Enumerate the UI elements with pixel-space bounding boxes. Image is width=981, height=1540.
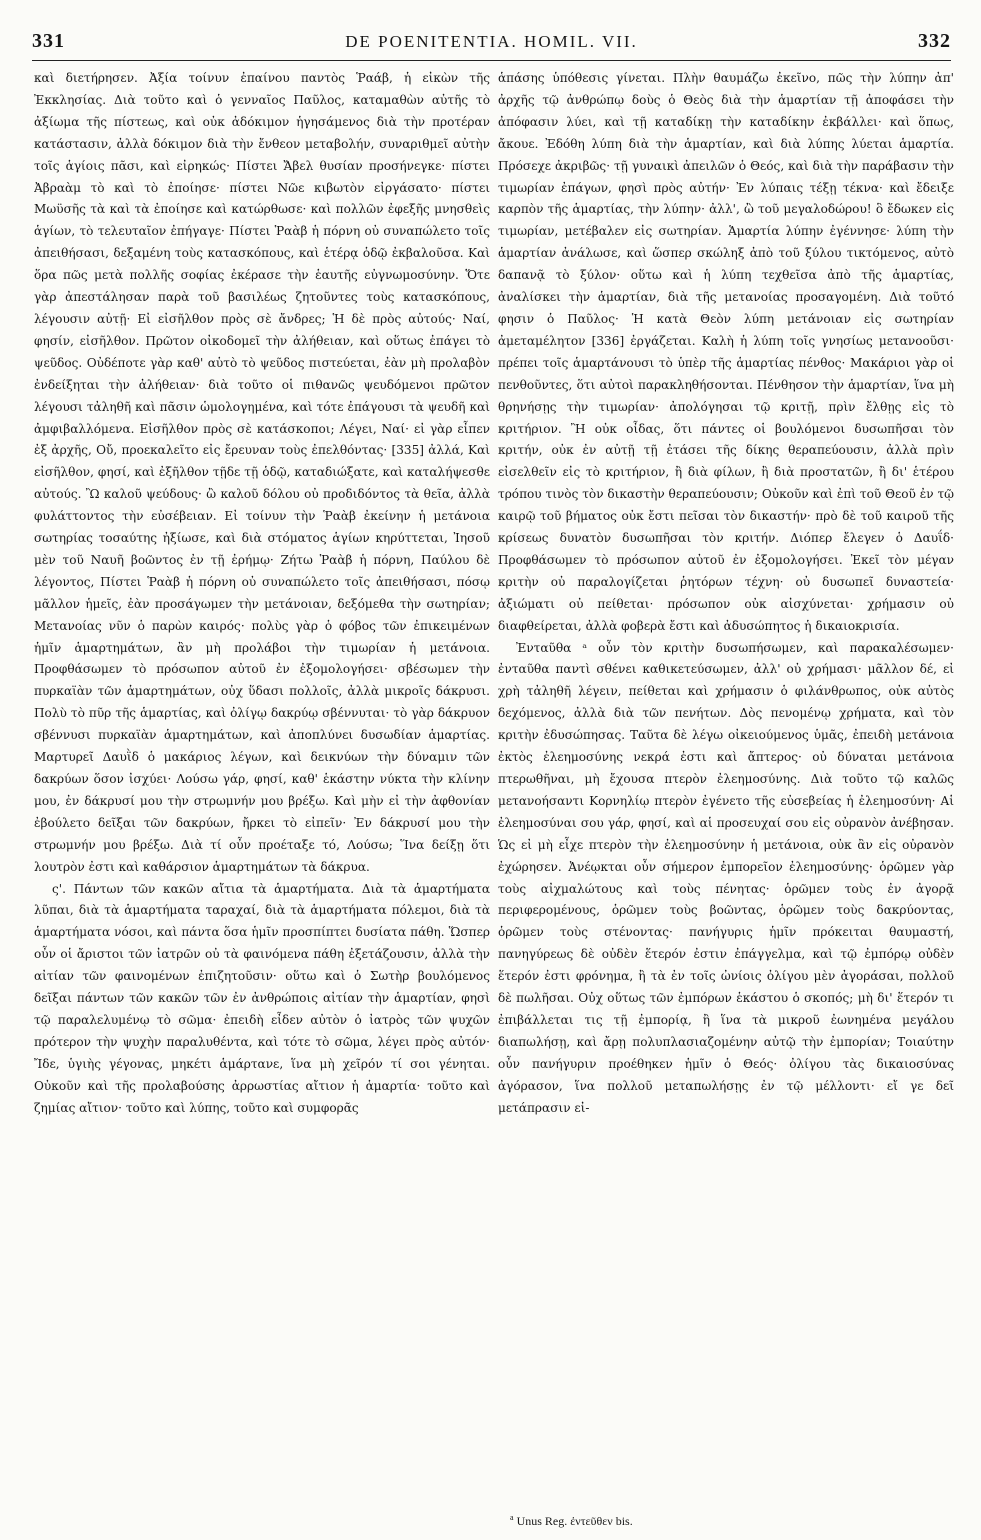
footnote-marker: a: [510, 1513, 514, 1522]
running-title: DE POENITENTIA. HOMIL. VII.: [345, 32, 638, 51]
paragraph: ς'. Πάντων τῶν κακῶν αἴτια τὰ ἁμαρτήματα. Διὰ τὰ ἁμαρτήματα λῦπαι, διὰ τὰ ἁμαρτήματα ταραχαί, διὰ τὰ ἁμαρτήματα πόλεμοι, διὰ τὰ ἁμαρτήματα νόσοι, καὶ πάντα ὅσα ἡμῖν προσπίπτει δυσίατα πάθη. Ὥσπερ οὖν οἱ ἄριστοι τῶν ἰατρῶν οὐ τὰ φαινόμενα πάθη ἐξετάζουσιν, ἀλλὰ τὴν αἰτίαν τῶν φαινομένων ἐπιζητοῦσιν· οὕτω καὶ ὁ Σωτὴρ βουλόμενος δεῖξαι πάντων τῶν κακῶν τῶν ἐν ἀνθρώποις αἰτίαν τὴν ἁμαρτίαν, φησὶ τῷ παραλελυμένῳ τὸ σῶμα· ἐπειδὴ εἶδεν αὐτὸν ὁ ἰατρὸς τῶν ψυχῶν πρότερον τὴν ψυχὴν παραλυθέντα, καὶ τότε τὸ σῶμα, λέγει πρὸς αὐτόν· Ἴδε, ὑγιὴς γέγονας, μηκέτι ἁμάρτανε, ἵνα μὴ χεῖρόν τί σοι γένηται. Οὐκοῦν καὶ τῆς προλαβούσης ἀρρωστίας αἴτιον ἡ ἁμαρτία· τοῦτο καὶ ζημίας αἴτιον· τοῦτο καὶ λύπης, τοῦτο καὶ συμφορᾶς: [34, 881, 490, 1115]
page-number-right: 332: [918, 30, 951, 52]
paragraph: ἁπάσης ὑπόθεσις γίνεται. Πλὴν θαυμάζω ἐκεῖνο, πῶς τὴν λύπην ἀπ' ἀρχῆς τῷ ἀνθρώπῳ δοὺς ὁ Θεὸς διὰ τὴν ἁμαρτίαν τῇ ἀποφάσει τὴν ἀπόφασιν λύει, καὶ τῇ καταδίκῃ τὴν καταδίκην ἐκβάλλει· καὶ ὅπως, ἄκουε. Ἐδόθη λύπη διὰ τὴν ἁμαρτίαν, καὶ διὰ λύπης λύεται ἁμαρτία. Πρόσεχε ἀκριβῶς· τῇ γυναικὶ ἀπειλῶν ὁ Θεός, καὶ διὰ τὴν παράβασιν τὴν τιμωρίαν ἐπάγων, φησὶ πρὸς αὐτήν· Ἐν λύπαις τέξῃ τέκνα· καὶ ἔδειξε καρπὸν τῆς ἁμαρτίας, τὴν λύπην· ἀλλ', ὢ τοῦ μεγαλοδώρου! ὃ ἔδωκεν εἰς τιμωρίαν, μετέβαλεν εἰς σωτηρίαν. Ἁμαρτία λύπην ἐγέννησε· λύπη τὴν ἁμαρτίαν ἀνάλωσε, καὶ ὥσπερ σκώληξ ἀπὸ τοῦ ξύλου τικτόμενος, αὐτὸ δαπανᾷ τὸ ξύλον· οὕτω καὶ ἡ λύπη τεχθεῖσα ἀπὸ τῆς ἁμαρτίας, ἀναλίσκει τὴν ἁμαρτίαν, διὰ τῆς μετανοίας προσαγομένη. Διὰ τοῦτό φησιν ὁ Παῦλος· Ἡ κατὰ Θεὸν λύπη μετάνοιαν εἰς σωτηρίαν ἀμεταμέλητον [336] ἐργάζεται. Καλὴ ἡ λύπη τοῖς γνησίως μετανοοῦσι· πρέπει τοῖς ἁμαρτάνουσι τὸ ὑπὲρ τῆς ἁμαρτίας πένθος· Μακάριοι γὰρ οἱ πενθοῦντες, ὅτι αὐτοὶ παρακληθήσονται. Πένθησον τὴν ἁμαρτίαν, ἵνα μὴ θρηνήσῃς τὴν τιμωρίαν· ἀπολόγησαι τῷ κριτῇ, πρὶν ἔλθῃς εἰς τὸ κριτήριον. Ἢ οὐκ οἶδας, ὅτι πάντες οἱ βουλόμενοι δυσωπῆσαι τὸν κριτήν, οὐκ ἐν αὐτῇ τῇ ἐτάσει τῆς δίκης θεραπεύουσιν, ἀλλὰ πρὶν εἰσελθεῖν εἰς τὸ κριτήριον, ἢ διὰ φίλων, ἢ διὰ προστατῶν, ἢ δι' ἑτέρου τρόπου τινὸς τὸν δικαστὴν θεραπεύουσιν; Οὐκοῦν καὶ ἐπὶ τοῦ Θεοῦ ἐν τῷ καιρῷ τοῦ βήματος οὐκ ἔστι πεῖσαι τὸν δικαστήν· πρὸ δὲ τοῦ καιροῦ τῆς κρίσεως δυνατὸν δυσωπῆσαι τὸν κριτήν. Διόπερ ἔλεγεν ὁ Δαυΐδ· Προφθάσωμεν τὸ πρόσωπον αὐτοῦ ἐν ἐξομολογήσει. Ἐκεῖ τὸν μέγαν κριτὴν οὐ παραλογίζεται ῥητόρων τέχνη· οὐ δυσωπεῖ δυναστεία· ἀξιώματι οὐ πείθεται· πρόσωπον οὐκ αἰσχύνεται· χρήμασιν οὐ διαφθείρεται, ἀλλὰ φοβερὰ ἔστι καὶ ἀδυσώπητος ἡ δικαιοκρισία.: [498, 71, 954, 633]
right-column: [498, 68, 954, 1508]
left-column: [34, 68, 490, 1508]
page-number-left: 331: [32, 30, 65, 52]
running-header: [32, 30, 951, 61]
footnote-text: Unus Reg. ἐντεῦθεν bis.: [516, 1514, 633, 1528]
footnote: [510, 1513, 950, 1529]
paragraph: Ἐνταῦθα ᵃ οὖν τὸν κριτὴν δυσωπήσωμεν, καὶ παρακαλέσωμεν· ἐνταῦθα παντὶ σθένει καθικετεύσωμεν, ἀλλ' οὐ χρήμασι· μᾶλλον δέ, εἰ χρὴ τἀληθῆ λέγειν, πείθεται καὶ χρήμασιν ὁ φιλάνθρωπος, οὐκ αὐτὸς δεχόμενος, ἀλλὰ διὰ τῶν πενήτων. Δὸς πενομένῳ χρήματα, καὶ τὸν κριτὴν ἐδυσώπησας. Ταῦτα δὲ λέγω οἰκειούμενος ὑμᾶς, ἐπειδὴ μετάνοια ἐκτὸς ἐλεημοσύνης νεκρά ἐστι καὶ ἄπτερος· οὐ δύναται μετάνοια πτερωθῆναι, μὴ ἔχουσα πτερὸν ἐλεημοσύνης. Διὰ τοῦτο τῷ καλῶς μετανοήσαντι Κορνηλίῳ πτερὸν ἐγένετο τῆς εὐσεβείας ἡ ἐλεημοσύνη· Αἱ ἐλεημοσύναι σου γάρ, φησί, καὶ αἱ προσευχαί σου εἰς οὐρανὸν ἀνέβησαν. Ὡς εἰ μὴ εἶχε πτερὸν τὴν ἐλεημοσύνην ἡ μετάνοια, οὐκ ἂν εἰς οὐρανὸν ἐχώρησεν. Ἀνέῳκται οὖν σήμερον ἐμπορεῖον ἐλεημοσύνης· ὁρῶμεν γὰρ τοὺς αἰχμαλώτους καὶ τοὺς πένητας· ὁρῶμεν τοὺς ἐν ἀγορᾷ περιφερομένους, ὁρῶμεν τοὺς βοῶντας, ὁρῶμεν τοὺς δακρύοντας, ὁρῶμεν τοὺς στένοντας· πανήγυρις ἡμῖν πρόκειται θαυμαστή, πανηγύρεως δὲ οὐδὲν ἕτερόν ἐστιν ἐπάγγελμα, καὶ τῷ ἐμπόρῳ οὐδὲν ἕτερόν ἐστι φρόνημα, ἢ τὰ ἐν τοῖς ὠνίοις ὀλίγου μὲν ἀγοράσαι, πολλοῦ δὲ πωλῆσαι. Οὐχ οὕτως τῶν ἐμπόρων ἑκάστου ὁ σκοπός; μὴ δι' ἕτερόν τι ἐπιβάλλεται τις τῇ ἐμπορίᾳ, ἢ ἵνα τὰ μικροῦ ἐωνημένα μεγάλου διαπωλήσῃ, καὶ ἄρῃ πολυπλασιαζομένην αὐτῷ τὴν ἐμπορίαν; Τοιαύτην οὖν πανήγυριν προέθηκεν ἡμῖν ὁ Θεός· ὀλίγου τὰς δικαιοσύνας ἀγόρασον, ἵνα πολλοῦ μεταπωλήσῃς ἐν τῷ μέλλοντι· εἴ γε δεῖ μετάπρασιν εἰ-: [498, 640, 954, 1115]
paragraph: καὶ διετήρησεν. Ἀξία τοίνυν ἐπαίνου παντὸς Ῥαάβ, ἡ εἰκὼν τῆς Ἐκκλησίας. Διὰ τοῦτο καὶ ὁ γενναῖος Παῦλος, καταμαθὼν αὐτῆς τὸ ἀξίωμα τῆς πίστεως, καὶ οὐκ ἀδόκιμον ἡγησάμενος διὰ τὴν προτέραν κατάστασιν, ἀλλὰ δόκιμον διὰ τὴν ἔνθεον μεταβολήν, συναριθμεῖ αὐτὴν τοῖς ἁγίοις πᾶσι, καὶ εἰρηκώς· Πίστει Ἄβελ θυσίαν προσήνεγκε· πίστει Ἀβραὰμ τὸ καὶ τὸ ἐποίησε· πίστει Νῶε κιβωτὸν εἰργάσατο· πίστει Μωϋσῆς τὰ καὶ τὰ ἐποίησε καὶ κατώρθωσε· καὶ πολλῶν ἐφεξῆς μνησθεὶς ἁγίων, τὸ τελευταῖον ἐπήγαγε· Πίστει Ῥαὰβ ἡ πόρνη οὐ συναπώλετο τοῖς ἀπειθήσασι, δεξαμένη τοὺς κατασκόπους, καὶ ἑτέρᾳ ὁδῷ ἐκβαλοῦσα. Καὶ ὅρα πῶς μετὰ πολλῆς σοφίας ἐκέρασε τὴν ἑαυτῆς εὐγνωμοσύνην. Ὅτε γὰρ ἀπεστάλησαν παρὰ τοῦ βασιλέως ζητοῦντες τοὺς κατασκόπους, λέγουσιν αὐτῇ· Εἰ εἰσῆλθον πρὸς σὲ ἄνδρες; Ἡ δὲ πρὸς αὐτούς· Ναί, φησίν, εἰσῆλθον. Πρῶτον οἰκοδομεῖ τὴν ἀλήθειαν, καὶ οὕτως ἐπάγει τὸ ψεῦδος. Οὐδέποτε γὰρ καθ' αὑτὸ τὸ ψεῦδος πιστεύεται, ἐὰν μὴ προλαβὸν ἐνδείξηται τὴν ἀλήθειαν· διὰ τοῦτο οἱ πιθανῶς ψευδόμενοι πρῶτον λέγουσι τἀληθῆ καὶ πᾶσιν ὡμολογημένα, καὶ τότε ἐπάγουσι τὰ ψευδῆ καὶ ἀμφιβαλλόμενα. Εἰσῆλθον πρὸς σὲ κατάσκοποι; Λέγει, Ναί· εἰ γὰρ εἶπεν ἐξ ἀρχῆς, Οὔ, προεκαλεῖτο εἰς ἔρευναν τοὺς ἐπελθόντας· [335] ἀλλά, Καὶ εἰσῆλθον, φησί, καὶ ἐξῆλθον τῇδε τῇ ὁδῷ, καταδιώξατε, καὶ καταλήψεσθε αὐτούς. Ὢ καλοῦ ψεύδους· ὢ καλοῦ δόλου οὐ προδιδόντος τὰ θεῖα, ἀλλὰ φυλάττοντος τὴν εὐσέβειαν. Εἰ τοίνυν τὴν Ῥαὰβ ἐκείνην ἡ μετάνοια σωτηρίας τοσαύτης ἠξίωσε, καὶ διὰ στόματος ἁγίων κηρύττεται, Ἰησοῦ μὲν τοῦ Ναυῆ βοῶντος ἐν τῇ ἐρήμῳ· Ζήτω Ῥαὰβ ἡ πόρνη, Παύλου δὲ λέγοντος, Πίστει Ῥαὰβ ἡ πόρνη οὐ συναπώλετο τοῖς ἀπειθήσασι, πόσῳ μᾶλλον ἡμεῖς, ἐὰν προσάγωμεν τὴν μετάνοιαν, δεξόμεθα τὴν σωτηρίαν; Μετανοίας νῦν ὁ παρὼν καιρός· πολὺς γὰρ ὁ φόβος τῶν ἐπικειμένων ἡμῖν ἁμαρτημάτων, ἂν μὴ προλάβοι τὴν τιμωρίαν ἡ μετάνοια. Προφθάσωμεν τὸ πρόσωπον αὐτοῦ ἐν ἐξομολογήσει· σβέσωμεν τὴν πυρκαϊὰν τῶν ἁμαρτημάτων, οὐχ ὕδασι πολλοῖς, ἀλλὰ μικροῖς δάκρυσι. Πολὺ τὸ πῦρ τῆς ἁμαρτίας, καὶ ὀλίγῳ δακρύῳ σβέννυται· τὸ γὰρ δάκρυον σβέννυσι πυρκαϊὰν ἁμαρτημάτων, καὶ ἀποπλύνει δυσωδίαν ἁμαρτίας. Μαρτυρεῖ Δαυῒδ ὁ μακάριος λέγων, καὶ δεικνύων τὴν δύναμιν τῶν δακρύων ὅσον ἰσχύει· Λούσω γάρ, φησί, καθ' ἑκάστην νύκτα τὴν κλίνην μου, ἐν δάκρυσί μου τὴν στρωμνήν μου βρέξω. Καὶ μὴν εἰ τὴν ἀφθονίαν ἐβούλετο δεῖξαι τῶν δακρύων, ἤρκει τὸ εἰπεῖν· Ἐν δάκρυσί μου τὴν στρωμνήν μου βρέξω. Διὰ τί οὖν προέταξε τό, Λούσω; Ἵνα δείξῃ ὅτι λουτρὸν ἐστι καὶ καθάρσιον ἁμαρτημάτων τὰ δάκρυα.: [34, 71, 490, 874]
